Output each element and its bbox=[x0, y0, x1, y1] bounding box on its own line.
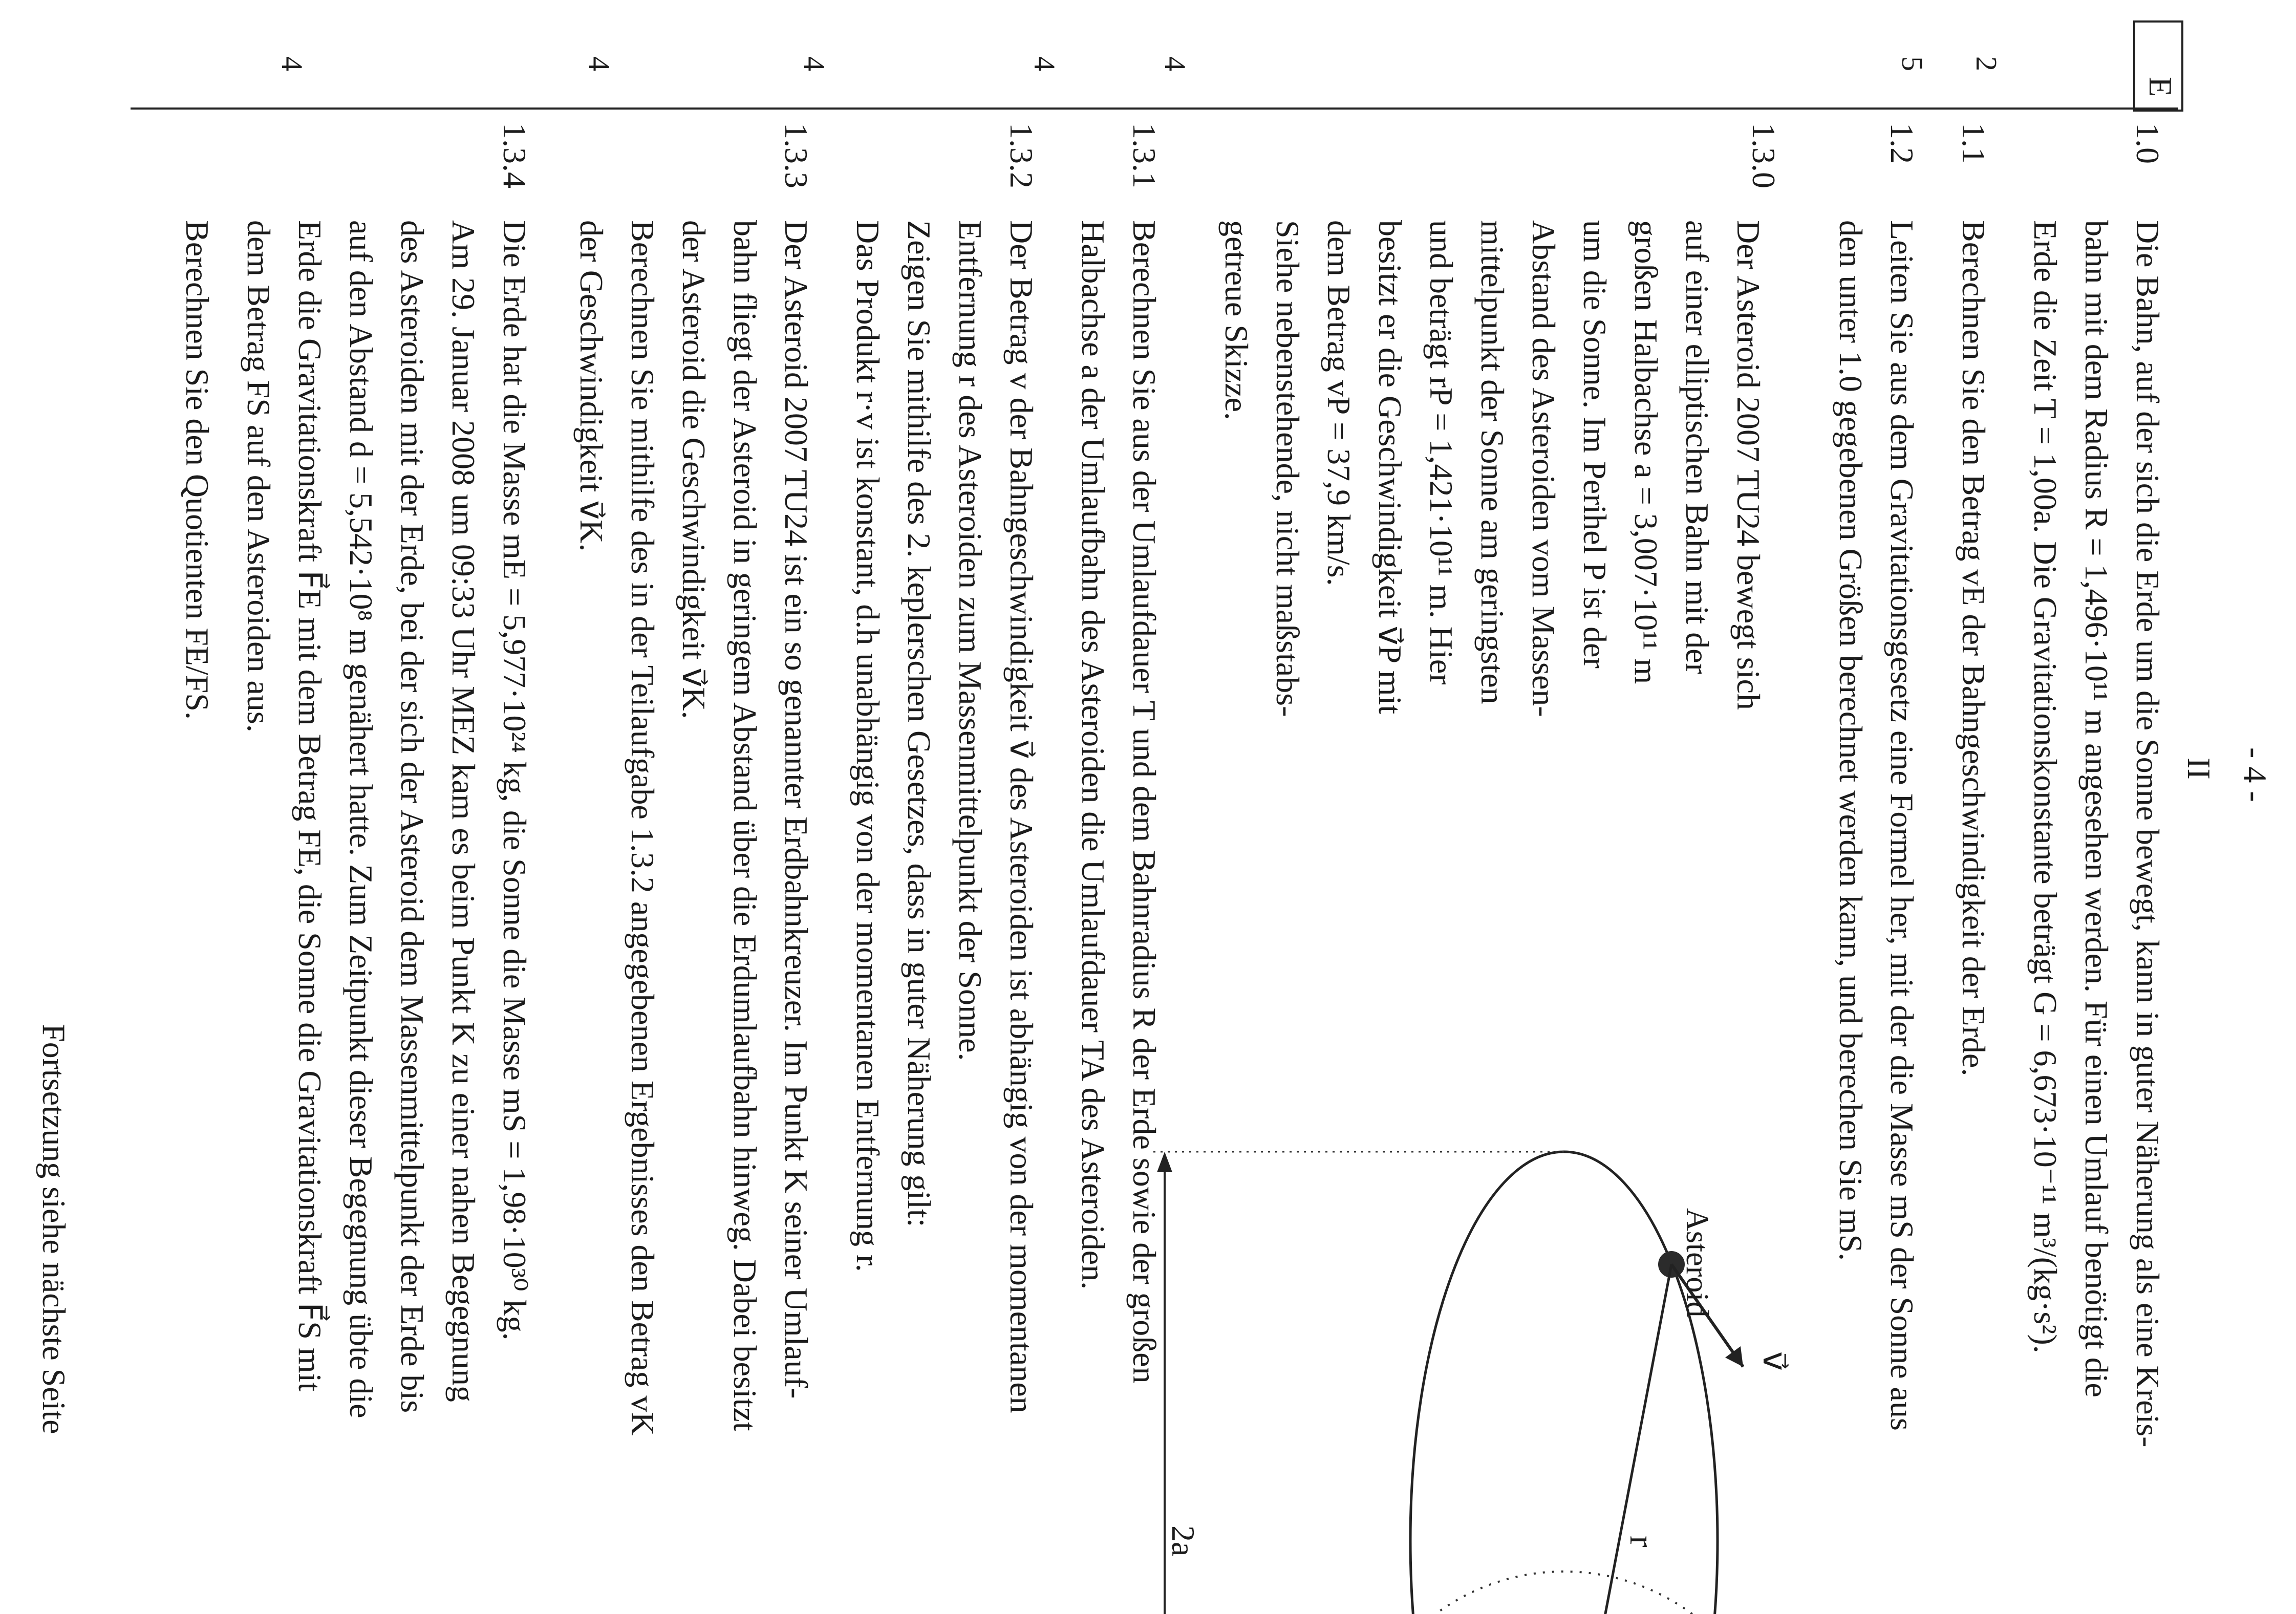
task-1-3-0-line-7: und beträgt rP = 1,421·10¹¹ m. Hier bbox=[1423, 220, 1460, 685]
label-velocity: v⃗ bbox=[1756, 1351, 1793, 1371]
task-1-3-0-line-3: großen Halbachse a = 3,007·10¹¹ m bbox=[1628, 220, 1664, 684]
task-1-3-0-line-5: Abstand des Asteroiden vom Massen- bbox=[1526, 220, 1562, 717]
task-1-3-4-line-7: Berechnen Sie den Quotienten FE/FS. bbox=[179, 220, 216, 720]
task-1-1-number: 1.1 bbox=[1956, 123, 1992, 164]
points-extra: 4 bbox=[275, 56, 309, 71]
asteroid-orbit bbox=[1410, 1152, 1718, 1614]
task-1-3-4-line-3: des Asteroiden mit der Erde, bei der sich der Asteroid dem Massenmittelpunkt der Erde bis bbox=[394, 220, 431, 1413]
task-1-3-4-line-6: dem Betrag FS auf den Asteroiden aus. bbox=[241, 220, 277, 733]
task-1-3-0-line-9: dem Betrag vP = 37,9 km/s. bbox=[1321, 220, 1357, 586]
task-1-3-4-line-4: auf den Abstand d = 5,542·10⁸ m genähert hatte. Zum Zeitpunkt dieser Begegnung übte die bbox=[343, 220, 379, 1418]
points-1-2: 5 bbox=[1896, 56, 1929, 71]
tag-box bbox=[2133, 20, 2183, 112]
footer-continuation: Fortsetzung siehe nächste Seite bbox=[36, 1024, 72, 1434]
task-1-3-0-line-2: auf einer elliptischen Bahn mit der bbox=[1679, 220, 1715, 674]
part-label: II bbox=[2181, 758, 2217, 780]
task-1-3-0-line-10: Siehe nebenstehende, nicht maßstabs- bbox=[1270, 220, 1306, 717]
orbit-sketch bbox=[1144, 1126, 1810, 1614]
task-1-3-0-line-4: um die Sonne. Im Perihel P ist der bbox=[1577, 220, 1613, 669]
task-1-3-0-line-6: mittelpunkt der Sonne am geringsten bbox=[1474, 220, 1511, 704]
task-1-2-line-2: den unter 1.0 gegebenen Größen berechnet werden kann, und berechen Sie mS. bbox=[1833, 220, 1869, 1261]
task-1-3-3-line-2: bahn fliegt der Asteroid in geringem Abstand über die Erdumlaufbahn hinweg. Dabei besitzt bbox=[727, 220, 763, 1431]
task-1-1-line-1: Berechnen Sie den Betrag vE der Bahngeschwindigkeit der Erde. bbox=[1956, 220, 1992, 1077]
task-1-3-4-line-5: Erde die Gravitationskraft F⃗E mit dem Betrag FE, die Sonne die Gravitationskraft F⃗S mit bbox=[292, 220, 328, 1392]
task-1-3-3-line-1: Der Asteroid 2007 TU24 ist ein so genannter Erdbahnkreuzer. Im Punkt K seiner Umlauf- bbox=[778, 220, 814, 1399]
task-1-3-4-line-1: Die Erde hat die Masse mE = 5,977·10²⁴ kg, die Sonne die Masse mS = 1,98·10³⁰ kg. bbox=[497, 220, 533, 1341]
task-1-3-2-line-3: Zeigen Sie mithilfe des 2. keplerschen Gesetzes, dass in guter Näherung gilt: bbox=[901, 220, 937, 1228]
task-1-3-3-line-4: Berechnen Sie mithilfe des in der Teilaufgabe 1.3.2 angegebenen Ergebnisses den Betrag vK bbox=[625, 220, 661, 1436]
task-1-3-1-line-2: Halbachse a der Umlaufbahn des Asteroiden die Umlaufdauer TA des Asteroiden. bbox=[1075, 220, 1111, 1290]
task-1-3-3-line-3: der Asteroid die Geschwindigkeit v⃗K. bbox=[676, 220, 712, 719]
task-1-2-line-1: Leiten Sie aus dem Gravitationsgesetz eine Formel her, mit der die Masse mS der Sonne aus bbox=[1884, 220, 1920, 1431]
label-asteroid: Asteroid bbox=[1680, 1208, 1714, 1318]
page-number: - 4 - bbox=[2237, 747, 2273, 802]
task-1-3-1-line-1: Berechnen Sie aus der Umlaufdauer T und dem Bahnradius R der Erde sowie der großen bbox=[1126, 220, 1163, 1384]
task-1-0-line-2: bahn mit dem Radius R = 1,496·10¹¹ m angesehen werden. Für einen Umlauf benötigt die bbox=[2078, 220, 2115, 1397]
tag-label: E bbox=[2142, 77, 2179, 97]
task-1-3-0-number: 1.3.0 bbox=[1746, 123, 1782, 188]
points-1-3-4: 4 bbox=[583, 56, 616, 71]
task-1-3-3-line-5: der Geschwindigkeit v⃗K. bbox=[573, 220, 610, 552]
label-two-a: 2a bbox=[1165, 1525, 1201, 1557]
asteroid-distance-line bbox=[1564, 1264, 1671, 1614]
task-1-3-0-line-1: Der Asteroid 2007 TU24 bewegt sich bbox=[1730, 220, 1767, 710]
task-1-3-2-line-1: Der Betrag v der Bahngeschwindigkeit v⃗ des Asteroiden ist abhängig von der momentanen bbox=[1003, 220, 1040, 1413]
task-1-3-4-number: 1.3.4 bbox=[497, 123, 533, 188]
points-1-3-2: 4 bbox=[1028, 56, 1061, 71]
task-1-3-1-number: 1.3.1 bbox=[1126, 123, 1163, 188]
task-1-3-2-line-4: Das Produkt r·v ist konstant, d.h unabhängig von der momentanen Entfernung r. bbox=[850, 220, 886, 1272]
task-1-3-2-line-2: Entfernung r des Asteroiden zum Massenmittelpunkt der Sonne. bbox=[952, 220, 989, 1061]
task-1-0-line-3: Erde die Zeit T = 1,00a. Die Gravitationskonstante beträgt G = 6,673·10⁻¹¹ m³/(kg·s²). bbox=[2027, 220, 2064, 1353]
task-1-0-line-1: Die Bahn, auf der sich die Erde um die Sonne bewegt, kann in guter Näherung als eine Kreis- bbox=[2130, 220, 2166, 1448]
task-1-3-0-line-11: getreue Skizze. bbox=[1218, 220, 1255, 420]
task-1-3-0-line-8: besitzt er die Geschwindigkeit v⃗P mit bbox=[1372, 220, 1408, 715]
label-asteroid-distance: r bbox=[1623, 1536, 1662, 1547]
task-1-0-number: 1.0 bbox=[2130, 123, 2166, 164]
velocity-arrow-head bbox=[1725, 1346, 1743, 1367]
task-1-2-number: 1.2 bbox=[1884, 123, 1920, 164]
points-1-1: 2 bbox=[1970, 56, 2003, 71]
points-1-3-3: 4 bbox=[798, 56, 831, 71]
points-column-rule bbox=[131, 107, 2178, 110]
points-1-3-1: 4 bbox=[1158, 56, 1192, 71]
task-1-3-3-number: 1.3.3 bbox=[778, 123, 814, 188]
task-1-3-2-number: 1.3.2 bbox=[1003, 123, 1040, 188]
task-1-3-4-line-2: Am 29. Januar 2008 um 09:33 Uhr MEZ kam es beim Punkt K zu einer nahen Begegnung bbox=[445, 220, 482, 1402]
